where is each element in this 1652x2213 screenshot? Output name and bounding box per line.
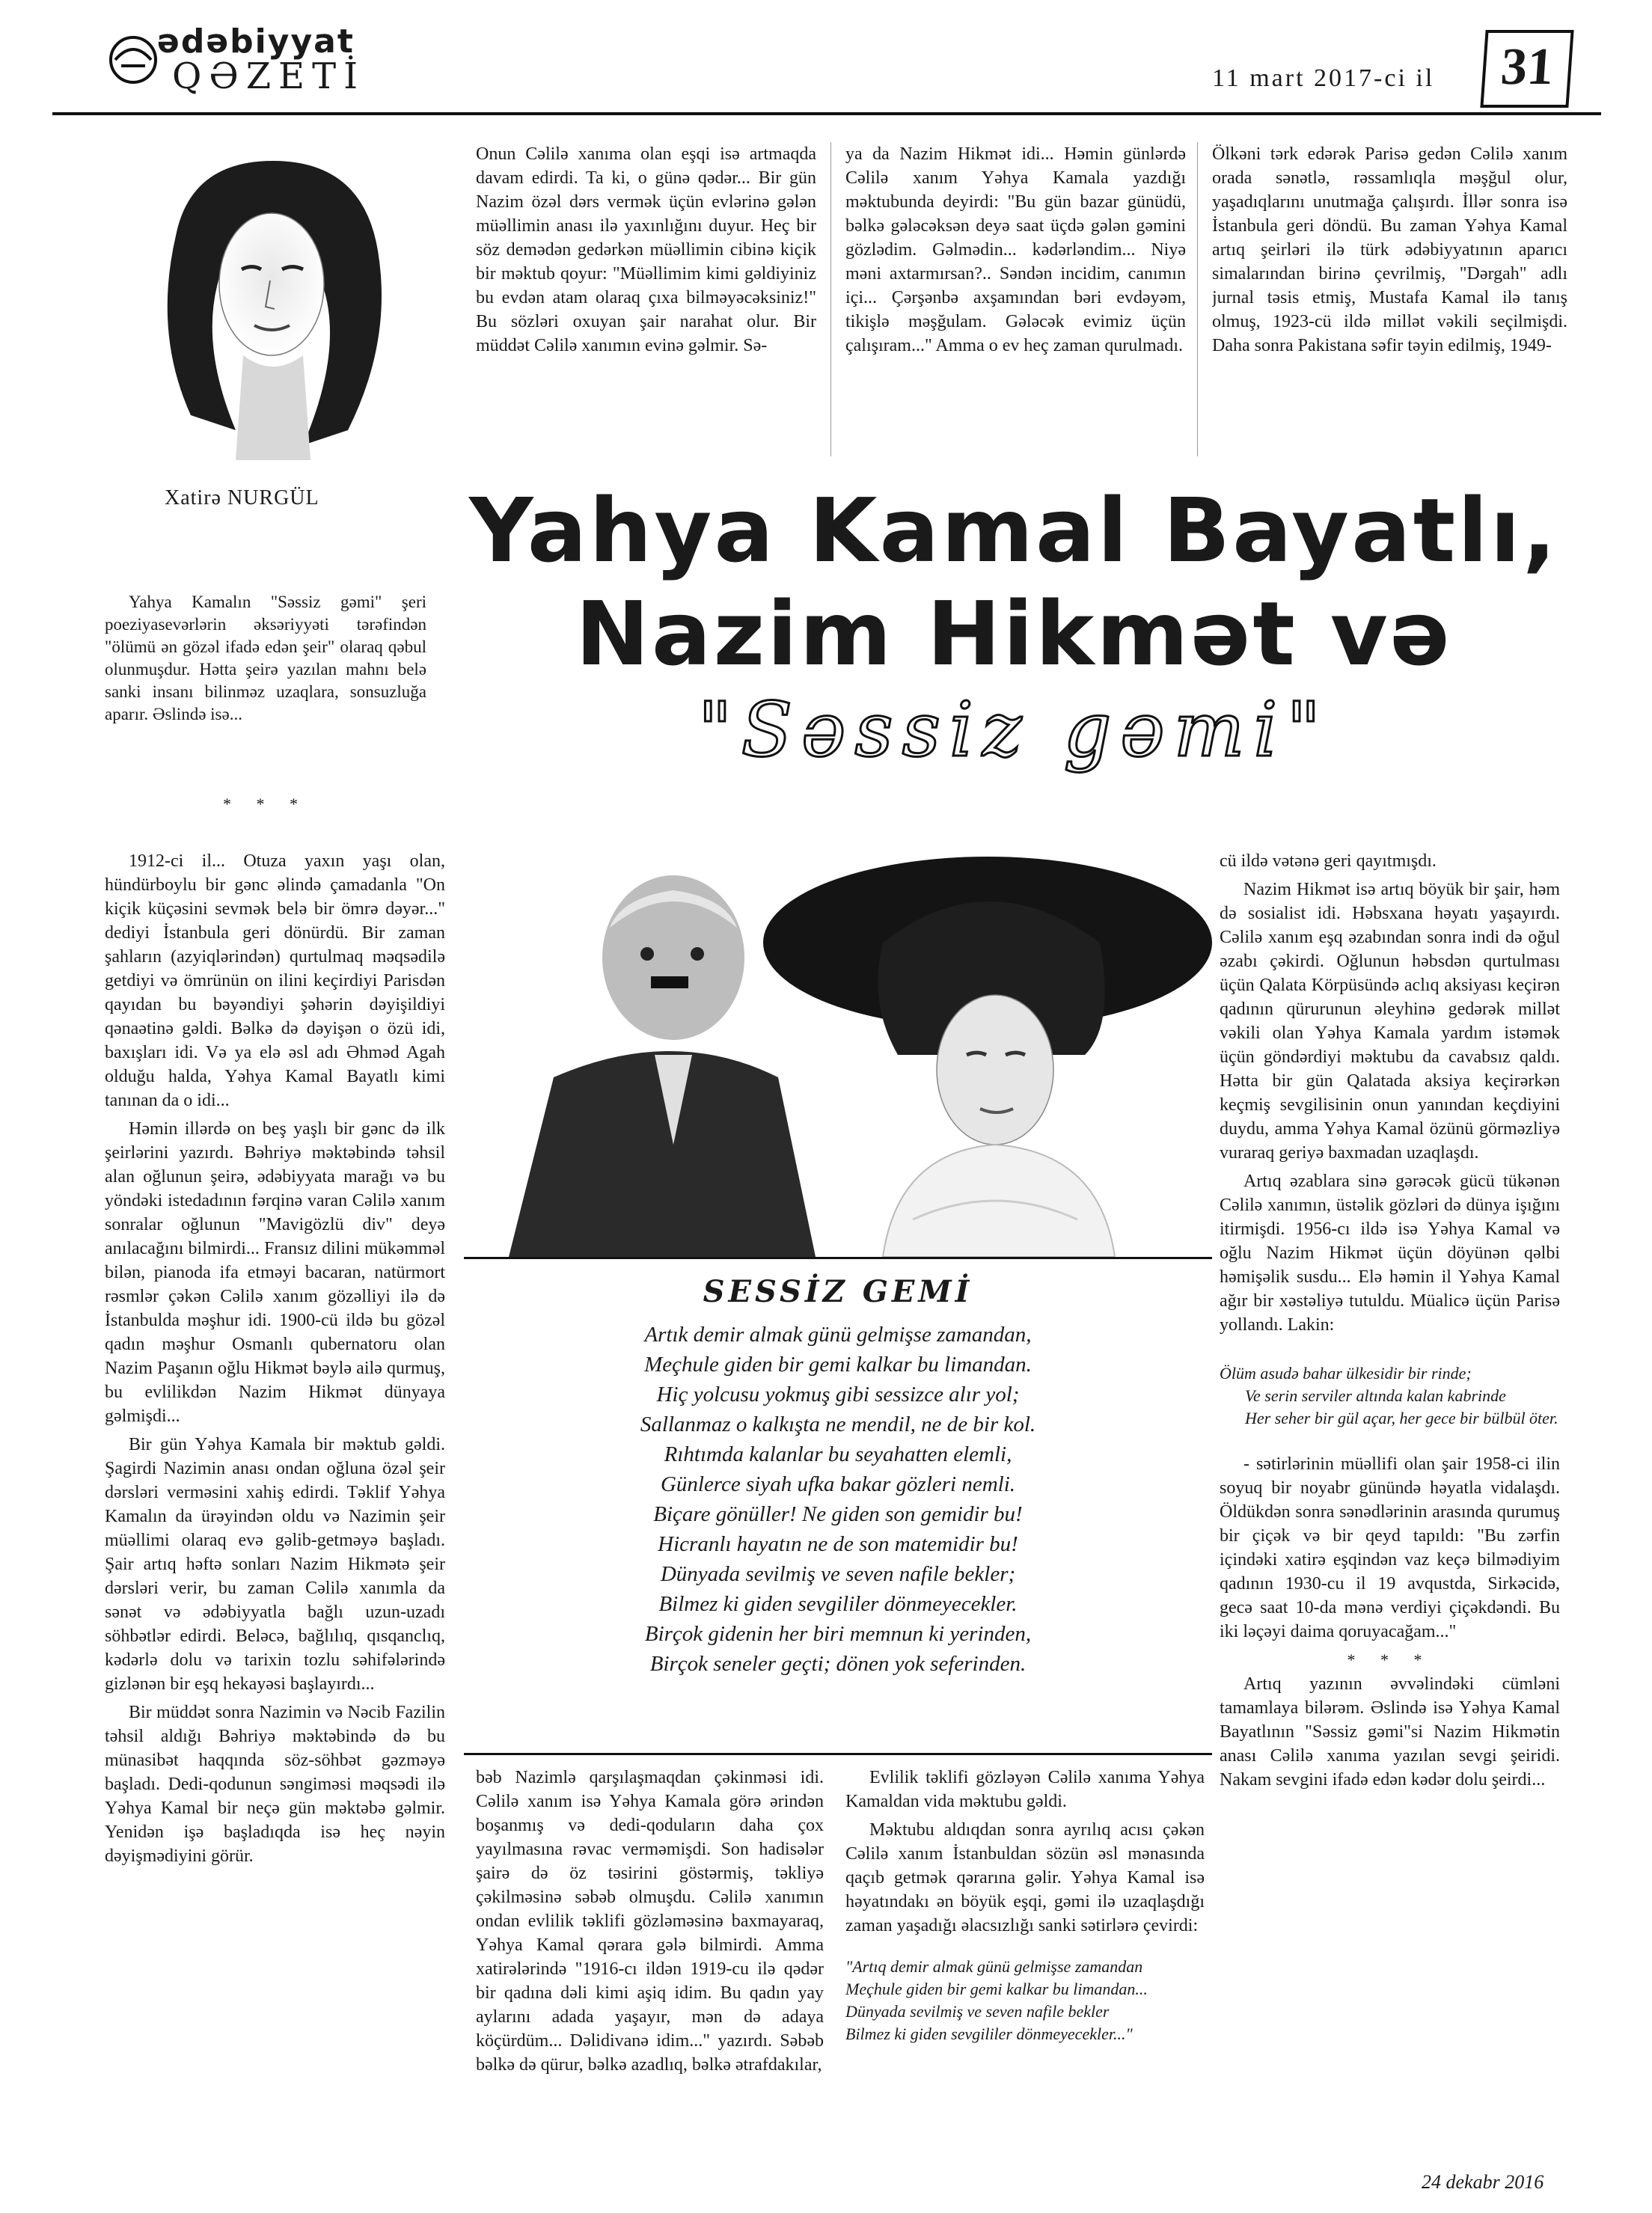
top-column-3 — [845, 142, 1186, 456]
headline-line-1: Yahya Kamal Bayatlı, — [469, 479, 1558, 582]
right-column — [1220, 849, 1560, 2166]
logo-bottom-text: QƏZETİ — [172, 55, 366, 97]
right-quote — [1220, 1362, 1560, 1430]
bottom-quote-line: "Artıq demir almak günü gelmişse zamandan — [845, 1957, 1143, 1976]
poem-line: Birçok gidenin her biri memnun ki yerinden, — [644, 1622, 1032, 1646]
author-portrait — [123, 146, 423, 460]
top-column-2-text: Onun Cəlilə xanıma olan eşqi isə artmaqda davam edirdi. Ta ki, o günə qədər... Bir gün Nazim özəl dərs vermək üçün evlərinə gələn müəllimin anası ilə yaxınlığını duyur. Heç bir söz demədən gedərkən müəllimin cibinə kiçik bir məktub qoyur: "Müəllimim kimi gəldiyiniz bu evdən atam olaraq çıxa bilməyəcəksiniz!" Bu sözləri oxuyan şair narahat olur. Bir müddət Cəlilə xanımın evinə gəlmir. Sə- — [476, 144, 816, 355]
right-paragraph: cü ildə vətənə geri qayıtmışdı. — [1220, 851, 1437, 871]
poem-line: Sallanmaz o kalkışta ne mendil, ne de bir kol. — [640, 1412, 1036, 1436]
headline-line-3: "Səssiz gəmi" — [697, 686, 1330, 774]
top-column-4 — [1212, 142, 1567, 456]
poem-box — [464, 1257, 1212, 1755]
section-divider-stars: * * * — [223, 795, 308, 813]
poem-line: Dünyada sevilmiş ve seven nafile bekler; — [660, 1562, 1016, 1586]
poem-line: Bilmez ki giden sevgililer dönmeyecekler. — [658, 1592, 1018, 1616]
byline: Xatirə NURGÜL — [165, 486, 319, 509]
logo-top-text: ədəbiyyat — [157, 22, 355, 61]
bottom-quote-line: Bilmez ki giden sevgililer dönmeyecekler..." — [845, 2024, 1133, 2043]
poem-line: Günlerce siyah ufka bakar gözleri nemli. — [660, 1472, 1016, 1496]
poem-line: Meçhule giden bir gemi kalkar bu limandan. — [644, 1353, 1032, 1377]
bottom-column-2 — [476, 1766, 824, 2162]
poem-line: Hicranlı hayatın ne de son matemidir bu! — [658, 1532, 1018, 1556]
bottom-quote-line: Meçhule giden bir gemi kalkar bu limandan... — [845, 1980, 1148, 1998]
headline — [464, 479, 1564, 775]
poem-title: SESSİZ GEMİ — [703, 1274, 973, 1309]
issue-date: 11 mart 2017-ci il — [1212, 64, 1435, 92]
poem-line: Biçare gönüller! Ne giden son gemidir bu! — [653, 1502, 1023, 1526]
right-paragraph: - sətirlərinin müəllifi olan şair 1958-ci ilin soyuq bir noyabr günündə həyatla vidalaşdı. Öldükdən sonra sənədlərinin arasında qurumuş bir çiçək və bir qeyd tapıldı: "Bu zərfin içindəki xatirə eşqindən vaz keçə bilmədiyim qadının 1930-cu il 19 avqustda, Sirkəcidə, gecə saat 10-da mənə verdiyi çiçəkdəndi. Bu iki ləçəyi daima qoruyacağam..." — [1220, 1454, 1560, 1641]
intro-paragraph — [105, 591, 426, 730]
top-column-2 — [476, 142, 816, 456]
left-paragraph: Bir gün Yəhya Kamala bir məktub gəldi. Şagirdi Nazimin anası ondan oğluna özəl şeir dərsləri verməsini xahiş edirdi. Təklif Yəhya Kamalın da ürəyindən oldu və Nazimin şeir müəllimi olaraq evə gəlib-getməyə başladı. Şair artıq həftə sonları Nazim Hikmətə şeir dərsləri verir, bu zaman Cəlilə xanımla da sənət və ədəbiyyatla bağlı uzun-uzadı söhbətlər edirdi. Beləcə, bağlılıq, qısqanclıq, kədərlə dolu və tarixin tozlu səhifələrində gizlənən bir eşq hekayəsi başlayırdı... — [105, 1435, 445, 1694]
right-paragraph: Artıq əzablara sinə gərəcək gücü tükənən Cəlilə xanımın, üstəlik gözləri də dünya işığını itirmişdi. 1956-cı ildə isə Yəhya Kamal və oğlu Nazim Hikmət üçün döyünən qəlbi həmişəlik susdu... Elə həmin il Yəhya Kamal ağır bir xəstəliyə tutuldu. Müalicə üçün Parisə yollandı. Lakin: — [1220, 1172, 1560, 1335]
right-quote-line: Ölüm asudə bahar ülkesidir bir rinde; — [1220, 1364, 1472, 1383]
right-quote-line: Ve serin serviler altında kalan kabrinde — [1245, 1386, 1506, 1405]
bottom-column-3-text: Evlilik təklifi gözləyən Cəlilə xanıma Yəhya Kamaldan vida məktubu gəldi. — [845, 1768, 1205, 1811]
footer-date: 24 dekabr 2016 — [1422, 2171, 1544, 2193]
bottom-column-2-text: bəb Nazimlə qarşılaşmaqdan çəkinməsi idi. Cəlilə xanım isə Yəhya Kamala görə ərindən boşanmış və dedi-qoduların daha çox yayılmasına rəvac verməmişdi. Son hadisələr şairə də öz təsirini göstərmiş, təkliyə çəkilməsinə səbəb olmuşdu. Cəlilə xanımın ondan evlilik təklifi gözləməsinə baxmayaraq, Yəhya Kamal qərara gələ bilmirdi. Amma xatirələrində "1916-cı ildən 1919-cu ilə qədər bir qadına dəli kimi aşiq idim. Bu qadın yay aylarını adada yaşayır, mən də adaya köçürdüm... Dəlidivanə idim..." yazırdı. Səbəb bəlkə də qürur, bəlkə azadlıq, bəlkə ətrafdakılar, — [476, 1768, 824, 2075]
column-divider — [1197, 142, 1198, 456]
right-quote-line: Her seher bir gül açar, her gece bir bülbül öter. — [1245, 1409, 1558, 1427]
left-paragraph: Bir müddət sonra Nazimin və Nəcib Fazilin təhsil aldığı Bəhriyə məktəbində də bu münasibət haqqında söz-söhbət gəzməyə başladı. Dedi-qodunun səngiməsi məqsədi ilə Yəhya Kamal bir neçə gün məktəbə gəlmir. Yenidən işə başladıqda isə heç nəyin dəyişmədiyini görür. — [105, 1703, 445, 1866]
historical-photo — [464, 830, 1212, 1257]
top-column-4-text: Ölkəni tərk edərək Parisə gedən Cəlilə xanım orada sənətlə, rəssamlıqla məşğul olur, yaşadıqlarını unutmağa çalışırdı. İllər sonra isə İstanbula geri döndü. Bu zaman Yəhya Kamal artıq şeirləri ilə türk ədəbiyyatının aparıcı simalarından birinə çevrilmiş, "Dərgah" adlı jurnal təsis etmiş, Mustafa Kamal ilə tanış olmuş, 1923-cü ildə millət vəkili seçilmişdi. Daha sonra Pakistana səfir təyin edilmiş, 1949- — [1212, 144, 1567, 355]
top-column-3-text: ya da Nazim Hikmət idi... Həmin günlərdə Cəlilə xanım Yəhya Kamala yazdığı məktubunda deyirdi: "Bu gün bazar günüdü, bəlkə gələcəksən deyə saat üçdə gələn gəmini gözlədim. Gəlmədin... kədərləndim... Niyə məni axtarmırsan?.. Səndən incidim, canımın içi... Çərşənbə axşamından bəri evdəyəm, tikişlə məşğulam. Gələcək evimiz üçün çalışıram..." Amma o ev heç zaman qurulmadı. — [845, 144, 1186, 355]
newspaper-logo — [105, 22, 419, 97]
bottom-column-3-text: Məktubu aldıqdan sonra ayrılıq acısı çəkən Cəlilə xanım İstanbuldan sözün əsl mənasında qaçıb getmək qərarına gəlir. Yəhya Kamal isə həyatındakı ən böyük eşqi, gəmi ilə uzaqlaşdığı zaman yaşadığı əlacsızlığı sanki sətirlərə çevirdi: — [845, 1820, 1205, 1935]
poem-line: Hiç yolcusu yokmuş gibi sessizce alır yol; — [656, 1383, 1020, 1407]
column-divider — [830, 142, 831, 456]
page-number: 31 — [1480, 30, 1573, 108]
left-paragraph: Həmin illərdə on beş yaşlı bir gənc də ilk şeirlərini yazırdı. Bəhriyə məktəbində təhsil alan oğlunun şeirə, ədəbiyyata marağı və bu yöndəki istedadının fərqinə varan Cəlilə xanım sonralar oğlunun "Mavigözlü div" deyə anılacağını bilmirdi... Fransız dilini mükəmməl bilən, pianoda ifa etməyi bacaran, natürmort rəsmlər çəkən Cəlilə xanım gözəlliyi ilə də İstanbulda məşhur idi. 1900-cü ildə bu gözəl qadın məşhur Osmanlı qubernatoru olan Nazim Paşanın oğlu Hikmət bəylə ailə qurmuş, bu evlilikdən Nazim Hikmət dünyaya gəlmişdi... — [105, 1119, 445, 1426]
bottom-quote-line: Dünyada sevilmiş ve seven nafile bekler — [845, 2002, 1110, 2021]
masthead-rule — [52, 112, 1601, 115]
section-divider-stars: * * * — [1347, 1650, 1433, 1669]
left-paragraph: 1912-ci il... Otuza yaxın yaşı olan, hündürboylu bir gənc əlində çamadanla "On kiçik küçəsini sevmək belə bir ömrə dəyər..." dediyi İstanbula geri dönürdü. Bir zaman şahların (azyiqlərindən) qurtulmaq məqsədilə getdiyi və ömrünün on ilini keçirdiyi Parisdən qayıdan bu bəyəndiyi şəhərin dəyişildiyi qənaətinə gəldi. Bəlkə də dəyişən o özü idi, baxışları idi. Və ya elə əsl adı Əhməd Agah olduğu halda, Yəhya Kamal Bayatlı kimi tanınan da o idi... — [105, 851, 445, 1110]
intro-text: Yahya Kamalın "Səssiz gəmi" şeri poeziyasevərlərin əksəriyyəti tərəfindən "ölümü ən gözəl ifadə edən şeir" olaraq qəbul olunmuşdur. Hətta şeirə yazılan mahnı belə sanki insanı bilinməz uzaqlara, sonsuzluğa aparır. Əslində isə... — [105, 593, 426, 723]
right-paragraph: Artıq yazının əvvəlindəki cümləni tamamlaya bilərəm. Əslində isə Yəhya Kamal Bayatlının "Səssiz gəmi"si Nazim Hikmətin anası Cəlilə xanıma yazılan sevgi şeiridi. Nakam sevgini ifadə edən kədər dolu şeirdi... — [1220, 1674, 1560, 1790]
left-column — [105, 849, 445, 2166]
bottom-column-3 — [845, 1766, 1205, 2170]
right-paragraph: Nazim Hikmət isə artıq böyük bir şair, həm də sosialist idi. Həbsxana həyatı yaşayırdı. Cəlilə xanım eşq əzabından sonra indi də oğul əzabı çəkirdi. Oğlunun həbsdən qurtulması üçün Qalata Körpüsündə aclıq aksiyası keçirən qadının qürurunun əleyhinə gedərək millət vəkili olan Yəhya Kamala yardım istəmək üçün göndərdiyi məktubu da cavabsız qaldı. Hətta bir gün Qalatada aksiya keçirərkən keçmiş sevgilisinin onun yanından keçdiyini duydu, amma Yəhya Kamal özünü görməzliyə vuraraq geriyə baxmadan uzaqlaşdı. — [1220, 880, 1560, 1163]
poem-line: Artık demir almak günü gelmişse zamandan, — [644, 1323, 1032, 1347]
headline-line-2: Nazim Hikmət və — [575, 582, 1452, 685]
poem-line: Birçok seneler geçti; dönen yok seferinden. — [649, 1652, 1027, 1676]
poem-line: Rıhtımda kalanlar bu seyahatten elemli, — [664, 1442, 1012, 1466]
bottom-quote — [845, 1956, 1205, 2045]
